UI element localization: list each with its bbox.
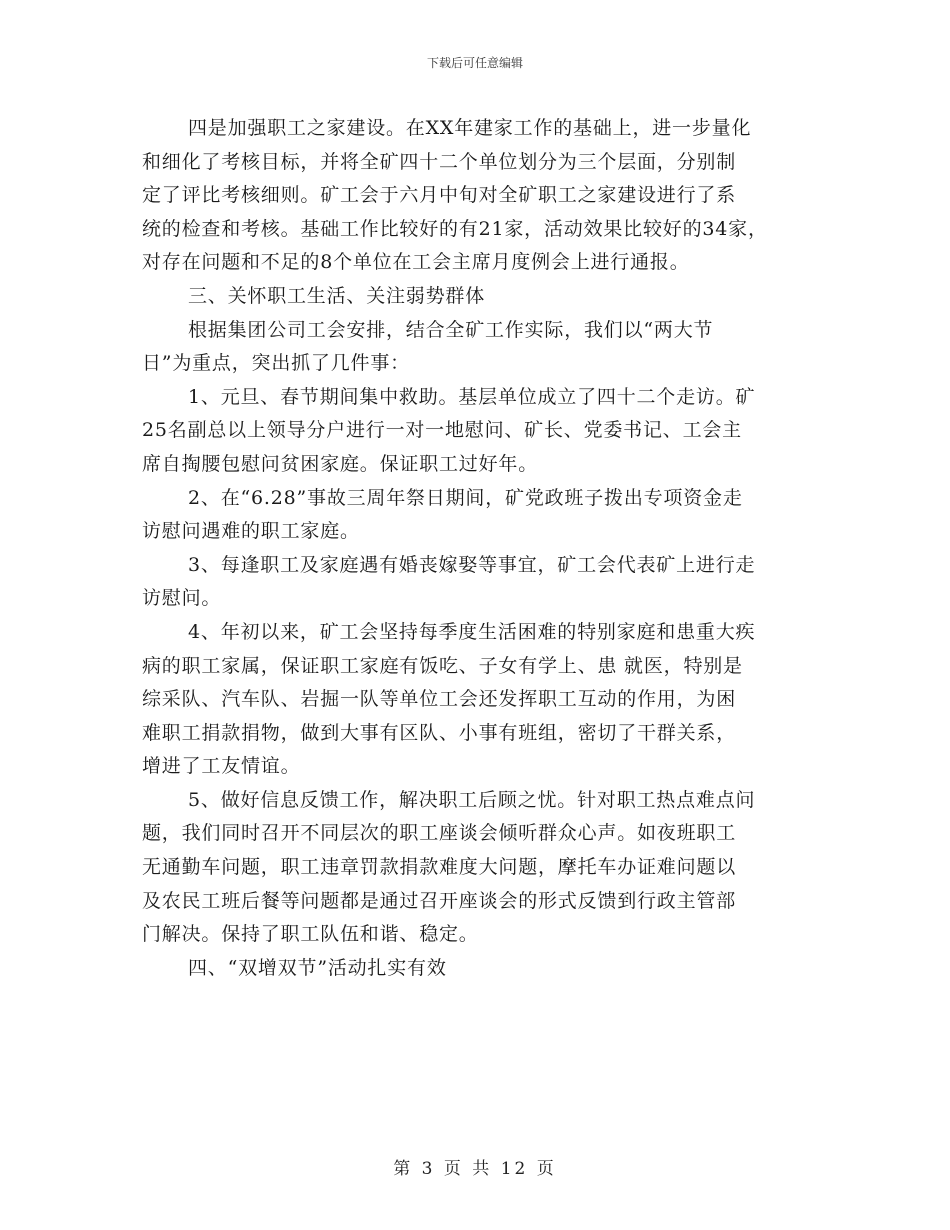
document-body <box>142 112 812 985</box>
body-line: 难职工捐款捐物，做到大事有区队、小事有班组，密切了干群关系， <box>142 721 737 744</box>
body-line: 四是加强职工之家建设。在XX年建家工作的基础上，进一步量化 <box>188 117 752 139</box>
body-line: 定了评比考核细则。矿工会于六月中旬对全矿职工之家建设进行了系 <box>142 184 737 207</box>
body-line: 和细化了考核目标，并将全矿四十二个单位划分为三个层面，分别制 <box>142 150 737 173</box>
body-line: 访慰问。 <box>142 587 222 610</box>
body-line: 及农民工班后餐等问题都是通过召开座谈会的形式反馈到行政主管部 <box>142 889 737 912</box>
body-line: 5、做好信息反馈工作，解决职工后顾之忧。针对职工热点难点问 <box>188 788 756 811</box>
body-line: 1、元旦、春节期间集中救助。基层单位成立了四十二个走访。矿 <box>188 385 756 408</box>
page-footer: 第 3 页 共 12 页 <box>393 1159 557 1179</box>
body-line: 无通勤车问题，职工违章罚款捐款难度大问题，摩托车办证难问题以 <box>142 856 737 879</box>
body-line: 综采队、汽车队、岩掘一队等单位工会还发挥职工互动的作用，为困 <box>142 688 737 711</box>
body-line: 对存在问题和不足的8个单位在工会主席月度例会上进行通报。 <box>142 251 690 274</box>
body-line: 根据集团公司工会安排，结合全矿工作实际，我们以“两大节 <box>188 318 714 341</box>
body-line: 3、每逢职工及家庭遇有婚丧嫁娶等事宜，矿工会代表矿上进行走 <box>188 553 756 576</box>
body-line: 门解决。保持了职工队伍和谐、稳定。 <box>142 923 479 946</box>
body-line: 日”为重点，突出抓了几件事： <box>142 352 410 375</box>
page-header-note: 下载后可任意编辑 <box>426 56 523 70</box>
section-heading: 四、“双增双节”活动扎实有效 <box>188 956 447 979</box>
section-heading: 三、关怀职工生活、关注弱势群体 <box>188 284 486 307</box>
body-line: 席自掏腰包慰问贫困家庭。保证职工过好年。 <box>142 452 539 475</box>
body-line: 2、在“6.28”事故三周年祭日期间，矿党政班子拨出专项资金走 <box>188 486 743 509</box>
body-line: 4、年初以来，矿工会坚持每季度生活困难的特别家庭和患重大疾 <box>188 620 756 643</box>
body-line: 病的职工家属，保证职工家庭有饭吃、子女有学上、患 就医，特别是 <box>142 654 743 677</box>
body-line: 访慰问遇难的职工家庭。 <box>142 520 360 543</box>
body-line: 统的检查和考核。基础工作比较好的有21家，活动效果比较好的34家， <box>142 217 768 240</box>
body-line: 增进了工友情谊。 <box>142 755 301 778</box>
body-line: 题，我们同时召开不同层次的职工座谈会倾听群众心声。如夜班职工 <box>142 822 737 845</box>
body-line: 25名副总以上领导分户进行一对一地慰问、矿长、党委书记、工会主 <box>142 419 742 442</box>
